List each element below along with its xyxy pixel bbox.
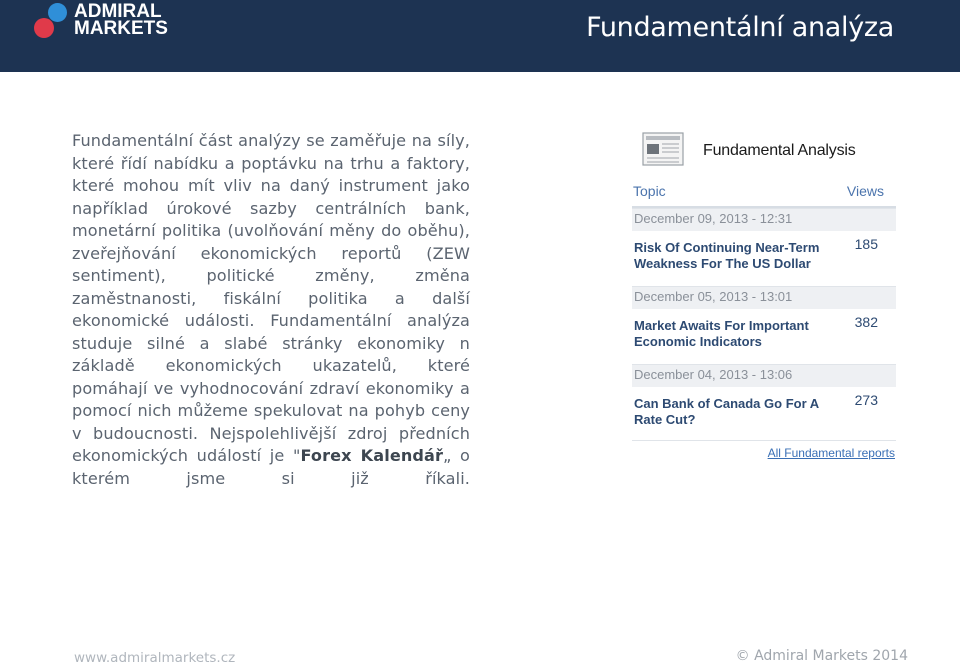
all-reports-link[interactable]: All Fundamental reports — [767, 446, 895, 460]
slide-title: Fundamentální analýza — [586, 12, 894, 43]
logo-line-2: MARKETS — [74, 18, 168, 39]
column-header-views[interactable]: Views — [846, 183, 884, 199]
header-bar — [0, 0, 960, 72]
body-text-end: „ o kterém jsme si již říkali. — [72, 446, 470, 488]
report-link[interactable]: Risk Of Continuing Near-Term Weakness For The US Dollar — [634, 240, 820, 271]
logo-blue-dot — [48, 3, 67, 22]
report-link[interactable]: Can Bank of Canada Go For A Rate Cut? — [634, 396, 819, 427]
report-date: December 09, 2013 - 12:31 — [634, 211, 793, 226]
report-row — [632, 286, 896, 364]
logo-wordmark — [74, 3, 168, 37]
report-date: December 05, 2013 - 13:01 — [634, 289, 793, 304]
report-views: 273 — [854, 392, 878, 408]
body-paragraph — [72, 130, 470, 490]
report-date: December 04, 2013 - 13:06 — [634, 367, 793, 382]
report-row — [632, 208, 896, 286]
widget-title: Fundamental Analysis — [703, 142, 856, 159]
fundamental-analysis-widget — [632, 130, 896, 470]
footer-divider — [632, 440, 896, 441]
logo-red-dot — [34, 18, 54, 38]
copyright: © Admiral Markets 2014 — [735, 648, 908, 664]
report-row — [632, 364, 896, 442]
column-header-topic[interactable]: Topic — [633, 183, 666, 199]
admiral-markets-logo[interactable] — [34, 3, 174, 39]
website-url[interactable]: www.admiralmarkets.cz — [74, 650, 236, 666]
report-link[interactable]: Market Awaits For Important Economic Indicators — [634, 318, 809, 349]
newspaper-icon — [642, 132, 684, 166]
report-views: 185 — [854, 236, 878, 252]
logo-line-1: ADMIRAL — [74, 1, 162, 22]
body-text-main: Fundamentální část analýzy se zaměřuje na síly, které řídí nabídku a poptávku na trhu a faktory, které mohou mít vliv na daný instrument jako například úrokové sazby centrálních bank, monetární politika (uvolňování měny do oběhu), zveřejňování ekonomických reportů (ZEW sentiment), politické změny, změna zaměstnanosti, fiskální politika a další ekonomické události. Fundamentální analýza studuje silné a slabé stránky ekonomiky n základě ekonomických ukazatelů, které pomáhají ve vyhodnocování zdraví ekonomiky a pomocí nich můžeme spekulovat na pohyb ceny v budoucnosti. Nejspolehlivější zdroj předních ekonomických událostí je " — [72, 131, 470, 465]
report-views: 382 — [854, 314, 878, 330]
body-text-bold: Forex Kalendář — [300, 446, 444, 465]
